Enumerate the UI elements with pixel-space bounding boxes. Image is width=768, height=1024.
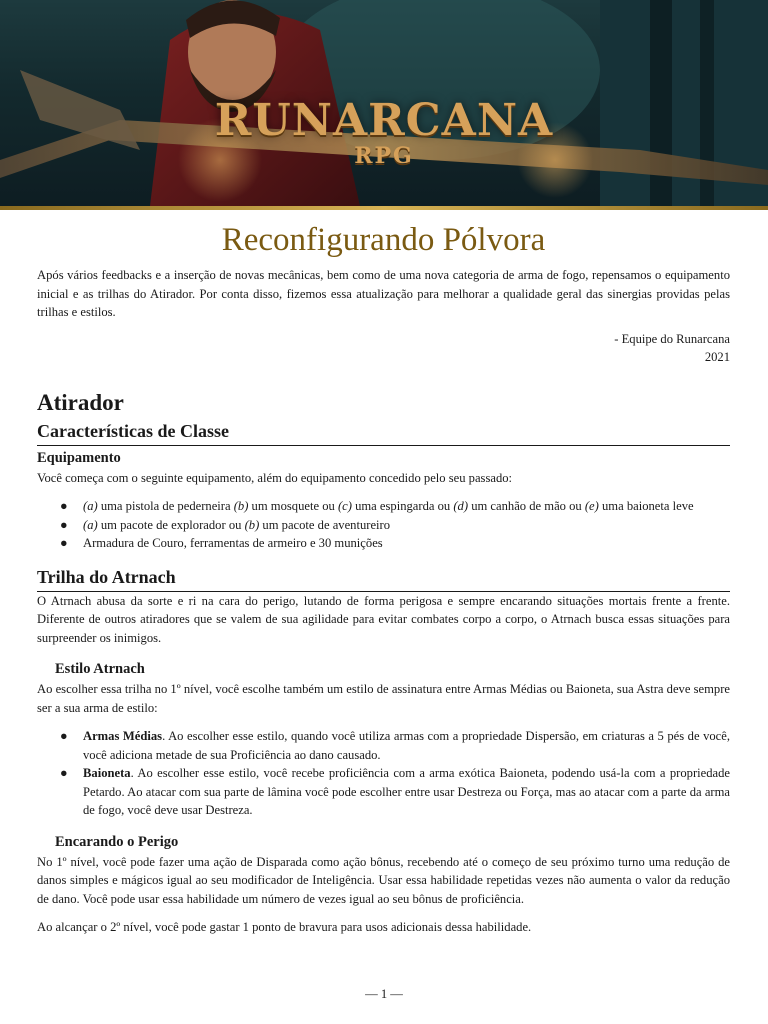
list-item: ● Armadura de Couro, ferramentas de armeiro e 30 munições <box>37 534 730 553</box>
bullet-icon: ● <box>60 499 68 513</box>
signature-author: - Equipe do Runarcana <box>614 331 730 346</box>
bullet-icon: ● <box>60 729 68 743</box>
list-item: ● Baioneta. Ao escolher esse estilo, você recebe proficiência com a arma exótica Baioneta, podendo usá-la com a propriedade Petardo. Ao atacar com sua parte de lâmina você pode escolher entre usar Destreza ou Força, mas ao atacar com a parte da arma de fogo, você deve usar Destreza. <box>60 766 730 817</box>
trail-heading: Trilha do Atrnach <box>37 565 730 592</box>
banner-divider <box>0 206 768 210</box>
page-number: — 1 — <box>365 987 403 1001</box>
list-item: ● (a) uma pistola de pederneira (b) um mosquete ou (c) uma espingarda ou (d) um canhão de mão ou (e) uma baioneta leve <box>37 497 730 516</box>
equipment-heading: Equipamento <box>37 449 121 466</box>
features-heading: Características de Classe <box>37 419 730 446</box>
list-item: ● (a) um pacote de explorador ou (b) um pacote de aventureiro <box>37 516 730 535</box>
intro-paragraph: Após vários feedbacks e a inserção de novas mecânicas, bem como de uma nova categoria de arma de fogo, repensamos o equipamento inicial e as trilhas do Atirador. Por conta disso, fizemos essa atualização para melhorar a qualidade geral das sinergias providas pelas trilhas e estilos. <box>37 268 730 319</box>
bullet-icon: ● <box>60 517 68 532</box>
style-list <box>37 727 730 820</box>
trail-intro: O Atrnach abusa da sorte e ri na cara do perigo, lutando de forma perigosa e sempre encarando situações mortais frente a frente. Diferente de outros atiradores que se valem de sua agilidade para evitar combates corpo a corpo, o Atrnach busca essas situações para surpreender os inimigos. <box>37 593 730 645</box>
page-title: Reconfigurando Pólvora <box>221 222 546 258</box>
danger-paragraph-2: Ao alcançar o 2º nível, você pode gastar 1 ponto de bravura para usos adicionais dessa habilidade. <box>37 920 532 934</box>
header-banner <box>0 0 768 206</box>
danger-paragraph-1: No 1º nível, você pode fazer uma ação de Disparada como ação bônus, recebendo até o começo de seu próximo turno uma redução de danos simples e mágicos igual ao seu modificador de Inteligência. Usar essa habilidade repetidas vezes não aumenta o valor da redução de dano. Você pode usar essa habilidade um número de vezes igual ao seu bônus de proficiência. <box>37 854 730 906</box>
class-heading: Atirador <box>37 389 124 415</box>
logo-wordmark: RUNARCANA <box>214 95 554 146</box>
runarcana-logo <box>0 95 768 169</box>
list-item: ● Armas Médias. Ao escolher esse estilo, quando você utiliza armas com a propriedade Dispersão, em criaturas a 5 pés de você, você adiciona metade de sua Proficiência ao dano causado. <box>60 729 730 762</box>
signature-year: 2021 <box>704 350 730 364</box>
style-intro: Ao escolher essa trilha no 1º nível, você escolhe também um estilo de assinatura entre Armas Médias ou Baioneta, sua Astra deve sempre ser a sua arma de estilo: <box>37 682 730 715</box>
bullet-icon: ● <box>60 766 68 780</box>
style-heading: Estilo Atrnach <box>55 661 145 677</box>
danger-heading: Encarando o Perigo <box>55 833 179 850</box>
document-body <box>0 220 768 937</box>
equipment-intro: Você começa com o seguinte equipamento, além do equipamento concedido pelo seu passado: <box>37 470 513 485</box>
bullet-icon: ● <box>60 536 68 550</box>
logo-subtitle: RPG <box>354 143 414 169</box>
signature-block <box>37 330 730 367</box>
equipment-list <box>37 497 730 553</box>
